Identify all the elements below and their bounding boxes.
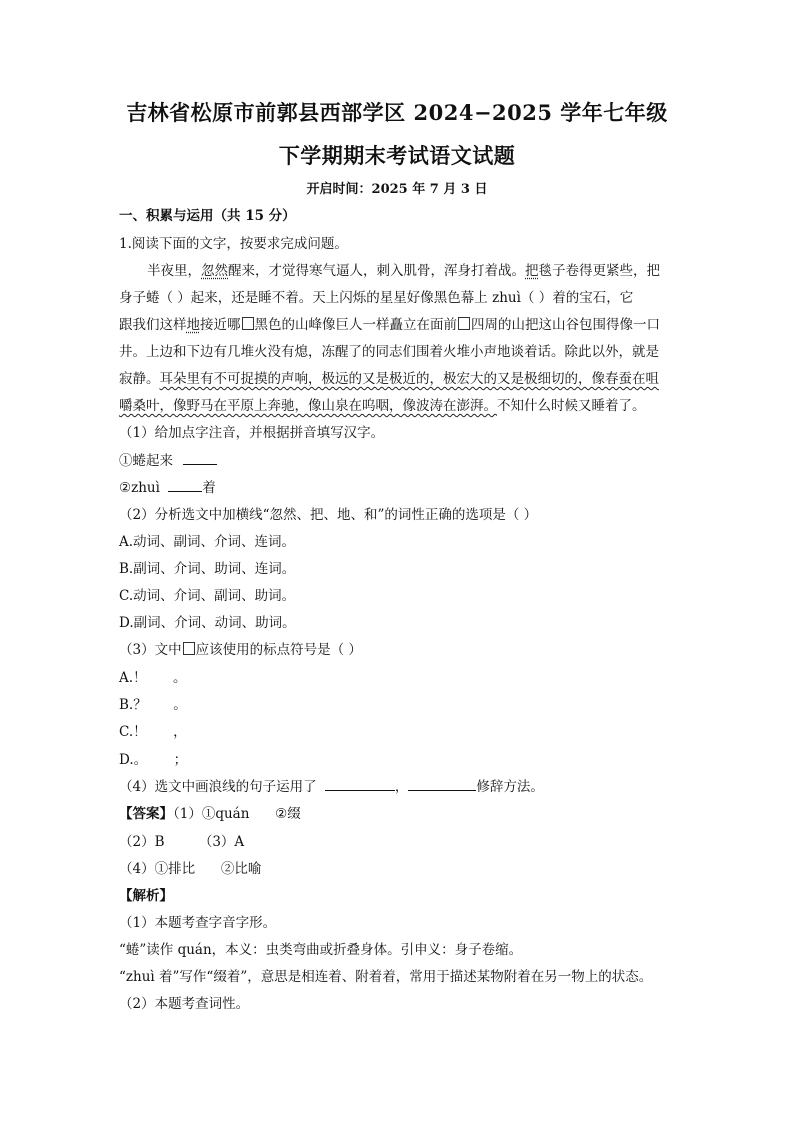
option-mark-2: ； (173, 752, 188, 768)
option-letter: A. (119, 670, 134, 686)
question-text: （4）选文中画浪线的句子运用了 (119, 779, 317, 795)
option-letter: B. (119, 697, 134, 713)
option-a[interactable] (119, 669, 187, 687)
passage-text: 身子 (119, 290, 146, 306)
question-1-1: （1）给加点字注音，并根据拼音填写汉字。 (119, 425, 385, 441)
question-text: ， (394, 779, 409, 795)
underlined-word-huran: 忽然 (201, 263, 228, 279)
underlined-word-ba: 把 (525, 263, 539, 279)
analysis-line-3: “zhuì 着”写作“缀着”，意思是相连着、附着着，常用于描述某物附着在另一物上的状态。 (119, 969, 653, 985)
answer-blank[interactable] (168, 479, 202, 492)
question-1-3 (119, 641, 362, 659)
option-mark-1: ！ (133, 670, 147, 686)
option-mark-2: ， (173, 724, 187, 740)
passage-text: （ ）起来，还是睡不着。天上闪烁的星星好像黑色幕上 zhuì（ ）着的宝石，它 (159, 290, 634, 306)
passage-text: 接近哪 (200, 317, 241, 333)
option-mark-2: 。 (173, 670, 187, 686)
option-mark-1: ！ (133, 724, 147, 740)
option-d[interactable] (119, 751, 187, 769)
question-1-4 (119, 778, 544, 796)
item-label: 着 (202, 480, 216, 496)
answer-label: 【答案】 (119, 806, 173, 822)
analysis-line-4: （2）本题考查词性。 (119, 996, 250, 1012)
passage-text: 四周的山把这山谷包围得像一口 (471, 317, 660, 333)
open-time: 开启时间：2025 年 7 月 3 日 (306, 182, 488, 197)
punctuation-box-1 (242, 317, 254, 330)
passage-line-6 (119, 397, 646, 415)
option-d[interactable]: D.副词、介词、动词、助词。 (119, 615, 296, 631)
answer-line-1 (119, 805, 301, 823)
item-label: ②zhuì (119, 480, 160, 496)
option-letter: C. (119, 724, 134, 740)
passage-text: 毯子卷得更紧些，把 (538, 263, 660, 279)
question-1-1-a (119, 452, 217, 470)
option-c[interactable]: C.动词、介词、副词、助词。 (119, 588, 296, 604)
option-b[interactable]: B.副词、介词、助词、连词。 (119, 561, 296, 577)
passage-text: 跟我们这样 (119, 317, 187, 333)
punctuation-box-2 (458, 317, 470, 330)
option-c[interactable] (119, 723, 187, 741)
answer-line-3: （4）①排比 ②比喻 (119, 861, 262, 877)
passage-text: 寂静。 (119, 371, 160, 387)
wavy-underlined-sentence: 嚼桑叶，像野马在平原上奔驰，像山泉在呜咽，像波涛在澎湃。 (119, 398, 497, 414)
dotted-char-quan: 蜷 (146, 290, 160, 306)
answer-blank[interactable] (325, 778, 395, 791)
option-b[interactable] (119, 696, 187, 714)
analysis-label: 【解析】 (119, 888, 173, 904)
underlined-word-de: 地 (186, 317, 200, 333)
passage-line-5 (119, 370, 659, 388)
question-1-stem: 1.阅读下面的文字，按要求完成问题。 (119, 236, 348, 252)
question-text: （3）文中 (119, 642, 182, 658)
option-mark-1: ？ (133, 697, 147, 713)
passage-line-2 (119, 289, 633, 307)
option-mark-2: 。 (173, 697, 187, 713)
passage-line-3 (119, 316, 660, 334)
answer-blank[interactable] (408, 778, 476, 791)
question-text: 修辞方法。 (476, 779, 544, 795)
question-1-1-b (119, 479, 216, 497)
exam-title-line2: 下学期期末考试语文试题 (278, 143, 516, 168)
passage-text: 黑色的山峰像巨人一样矗立在面前 (254, 317, 457, 333)
question-1-2: （2）分析选文中加横线“忽然、把、地、和”的词性正确的选项是（ ） (119, 507, 538, 523)
item-label: ①蜷起来 (119, 453, 173, 469)
wavy-underlined-sentence: 耳朵里有不可捉摸的声响，极远的又是极近的，极宏大的又是极细切的，像春蚕在咀 (159, 371, 659, 387)
passage-text: 半夜里， (147, 263, 201, 279)
passage-line-1 (147, 262, 660, 280)
passage-line-4: 井。上边和下边有几堆火没有熄，冻醒了的同志们围着火堆小声地谈着话。除此以外，就是 (119, 344, 659, 360)
passage-text: 醒来，才觉得寒气逼人，刺入肌骨，浑身打着战。 (228, 263, 525, 279)
answer-text: （1）①quán ②缀 (173, 806, 301, 822)
punctuation-box-icon (183, 642, 195, 655)
exam-title-line1: 吉林省松原市前郭县西部学区 2024−2025 学年七年级 (126, 100, 668, 125)
answer-line-2: （2）B （3）A (119, 834, 245, 850)
option-letter: D. (119, 752, 134, 768)
answer-blank[interactable] (183, 452, 217, 465)
question-text: 应该使用的标点符号是（ ） (195, 642, 362, 658)
passage-text: 不知什么时候又睡着了。 (497, 398, 646, 414)
option-a[interactable]: A.动词、副词、介词、连词。 (119, 534, 296, 550)
analysis-line-2: “蜷”读作 quán，本义：虫类弯曲或折叠身体。引申义：身子卷缩。 (119, 942, 523, 958)
section-heading: 一、积累与运用（共 15 分） (119, 208, 296, 224)
option-mark-1: 。 (133, 752, 148, 768)
analysis-line-1: （1）本题考查字音字形。 (119, 915, 277, 931)
